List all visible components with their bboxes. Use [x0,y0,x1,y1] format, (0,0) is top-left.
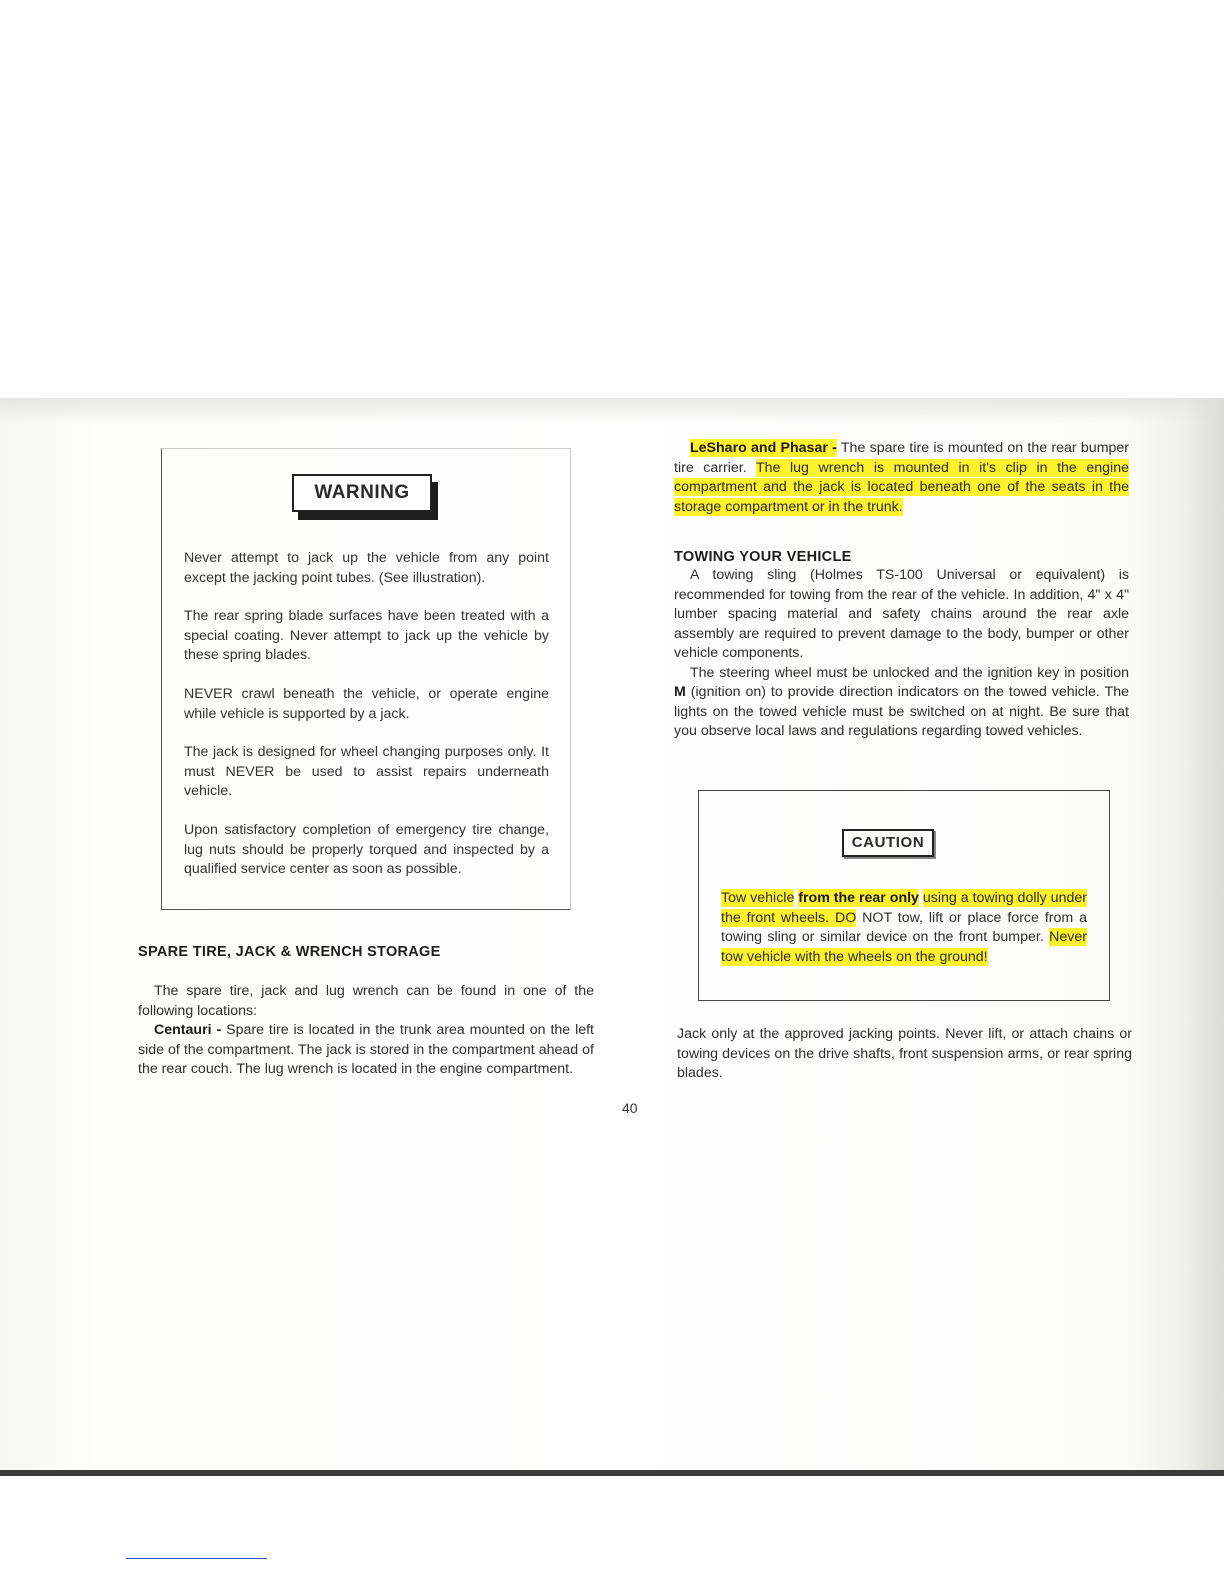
warning-paragraphs [184,549,549,899]
footer-rule [126,1558,267,1559]
lesharo-text-1: The spare tire is mounted on the rear bumper tire carrier. [674,440,1130,476]
centauri-text: Spare tire is located in the trunk area mounted on the left side of the compartment. The jack is stored in the compartment ahead of the rear couch. The lug wrench is located in the engine compartment. [138,1022,595,1077]
warning-paragraph: The rear spring blade surfaces have been treated with a special coating. Never attempt to jack up the vehicle by these spring blades. [184,608,549,664]
caution-text [721,889,1087,967]
towing-body [674,566,1129,742]
caution-label: CAUTION [842,829,934,857]
lesharo-label: LeSharo and Phasar - [690,440,837,456]
warning-paragraph: Upon satisfactory completion of emergency tire change, lug nuts should be properly torqued and inspected by a qualified service center as soon as possible. [184,821,549,878]
caution-text-2: from the rear only [798,890,919,906]
scan-shadow-right [1184,398,1224,1475]
caution-box [698,790,1110,1001]
caution-text-1: Tow vehicle [721,890,795,906]
lesharo-text-2: The lug wrench is mounted in it's clip in the engine compartment and the jack is located beneath one of the seats in the storage compartment or in the trunk. [674,459,1129,515]
ignition-position: M [674,684,686,700]
centauri-label: Centauri - [154,1022,222,1038]
storage-body [138,982,594,1080]
caution-text-5: Never tow vehicle with the wheels on the ground! [721,929,1087,965]
caution-text-3: using a towing dolly under the front wheels. DO [721,890,1087,926]
towing-text-b: (ignition on) to provide direction indicators on the towed vehicle. The lights on the towed vehicle must be switched on at night. Be sure that you observe local laws and regulations regarding towed vehicles. [674,684,1129,739]
warning-paragraph: NEVER crawl beneath the vehicle, or operate engine while vehicle is supported by a jack. [184,685,549,722]
caution-text-4: NOT tow, lift or place force from a towing sling or similar device on the front bumper. [721,909,1087,946]
towing-paragraph-1: A towing sling (Holmes TS-100 Universal or equivalent) is recommended for towing from the rear of the vehicle. In addition, 4" x 4" lumber spacing material and safety chains around the rear axle assembly are required to prevent damage to the body, bumper or other vehicle components. [674,567,1129,661]
scan-edge-bottom [0,1470,1224,1476]
storage-intro: The spare tire, jack and lug wrench can be found in one of the following locations: [138,983,594,1019]
scan-shadow-top [0,398,1224,424]
lesharo-paragraph [674,439,1129,517]
towing-paragraph-2 [674,664,1129,742]
warning-paragraph: The jack is designed for wheel changing purposes only. It must NEVER be used to assist repairs underneath vehicle. [184,744,549,800]
centauri-paragraph [138,1021,594,1080]
storage-heading: SPARE TIRE, JACK & WRENCH STORAGE [138,944,441,960]
page-number: 40 [622,1100,638,1116]
towing-text-a: The steering wheel must be unlocked and the ignition key in position [690,664,1129,681]
warning-box [161,448,571,910]
jack-note: Jack only at the approved jacking points. Never lift, or attach chains or towing devices on the drive shafts, front suspension arms, or rear spring blades. [677,1026,1132,1081]
towing-heading: TOWING YOUR VEHICLE [674,549,852,565]
warning-label: WARNING [292,474,432,512]
warning-paragraph: Never attempt to jack up the vehicle from any point except the jacking point tubes. (See illustration). [184,550,549,586]
